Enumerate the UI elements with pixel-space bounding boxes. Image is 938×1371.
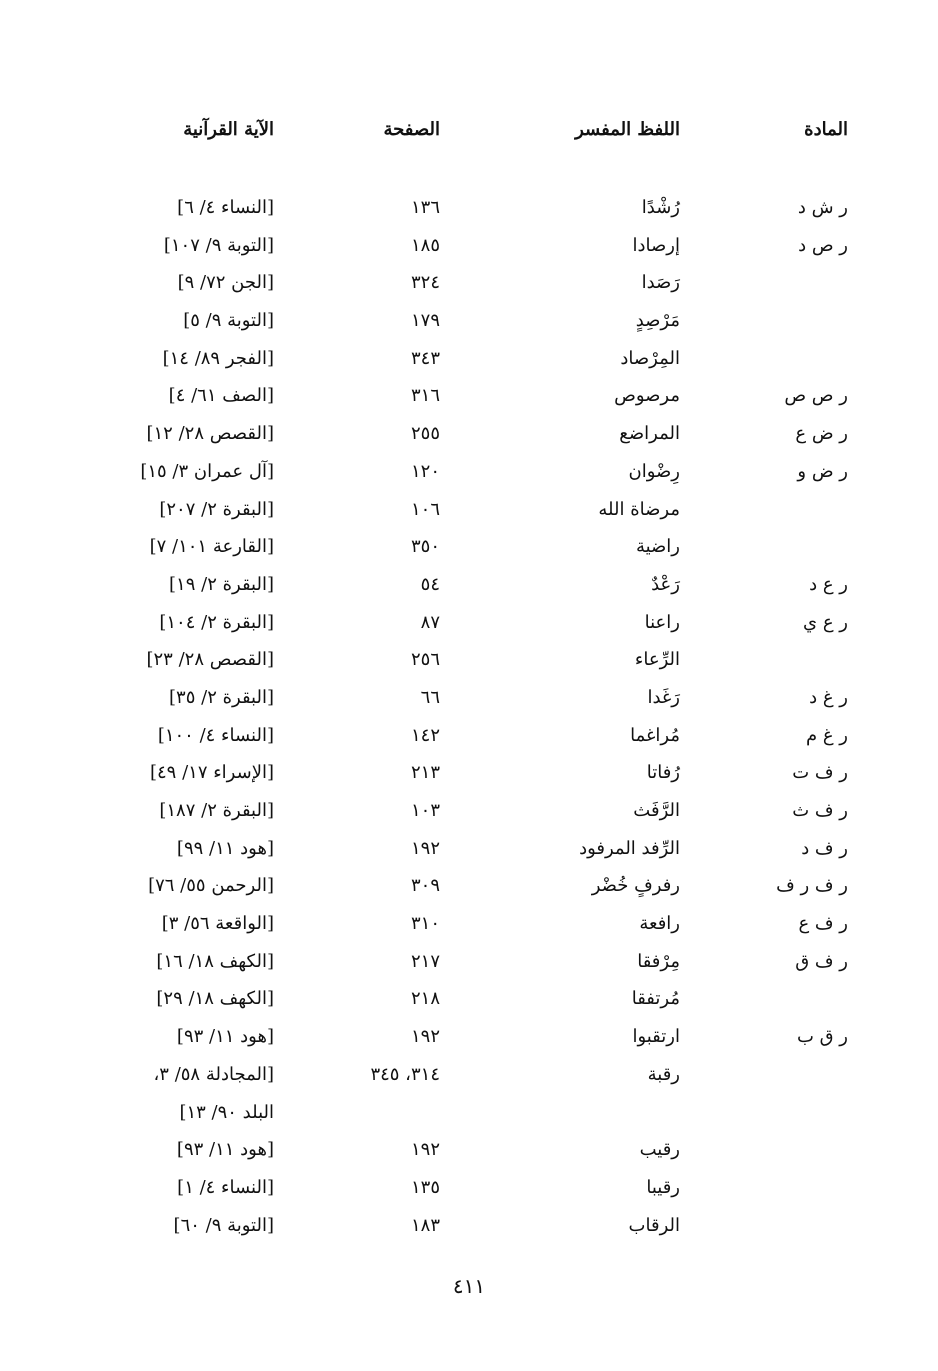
cell-page: ١٩٢ (410, 837, 440, 859)
table-row (0, 912, 938, 950)
cell-aya: [القصص ٢٨/ ٢٣] (146, 649, 274, 671)
table-row (0, 648, 938, 686)
cell-madda: ر ع د (809, 573, 848, 595)
table-row (0, 1214, 938, 1252)
cell-lafz: رقبة (647, 1063, 680, 1085)
cell-madda: ر غ م (805, 724, 848, 746)
cell-page: ٣١٤، ٣٤٥ (370, 1063, 440, 1085)
cell-aya: [التوبة ٩/ ٥] (183, 310, 274, 332)
cell-aya: [المجادلة ٥٨/ ٣، (153, 1063, 274, 1085)
cell-lafz: مرضاة الله (598, 498, 680, 520)
table-row (0, 309, 938, 347)
cell-lafz: راعنا (644, 611, 680, 633)
cell-aya: [الكهف ١٨/ ١٦] (156, 950, 274, 972)
cell-aya: [التوبة ٩/ ١٠٧] (163, 234, 274, 256)
cell-lafz: الرَّفَث (633, 800, 680, 821)
cell-lafz: مِرْفقا (637, 950, 680, 972)
cell-lafz: المِرْصاد (620, 347, 680, 369)
cell-aya: [البقرة ٢/ ١٩] (169, 573, 274, 595)
cell-lafz: رَغَدا (647, 686, 680, 708)
cell-page: ٣٢٤ (410, 272, 440, 294)
cell-aya: [الفجر ٨٩/ ١٤] (162, 347, 274, 369)
cell-lafz: الرِّفد المرفود (579, 837, 680, 859)
cell-lafz: رُفاتا (646, 762, 680, 784)
cell-lafz: إرصادا (632, 234, 680, 256)
cell-madda: ر ف ر ف (776, 875, 848, 897)
cell-aya: [هود ١١/ ٩٣] (176, 1026, 274, 1048)
cell-aya: [النساء ٤/ ٦] (177, 197, 274, 218)
cell-madda: ر ض و (797, 460, 848, 482)
cell-aya: [القصص ٢٨/ ١٢] (146, 423, 274, 445)
table-row (0, 724, 938, 762)
table-row (0, 761, 938, 799)
table-row (0, 498, 938, 536)
cell-madda: ر ض ع (795, 423, 848, 445)
cell-page: ٣١٦ (410, 385, 440, 407)
table-header (0, 118, 938, 150)
cell-madda: ر ف ع (798, 913, 848, 935)
cell-lafz: ارتقبوا (632, 1026, 680, 1048)
cell-aya: [الإسراء ١٧/ ٤٩] (149, 762, 274, 784)
cell-madda: ر ص د (798, 234, 848, 256)
cell-page: ٨٧ (420, 611, 440, 633)
cell-aya: [التوبة ٩/ ٦٠] (173, 1214, 274, 1236)
page-number: ٤١١ (452, 1274, 486, 1298)
table-row (0, 384, 938, 422)
cell-page: ٦٦ (420, 686, 440, 708)
cell-page: ٢٥٥ (410, 423, 440, 445)
cell-aya: [البقرة ٢/ ١٠٤] (159, 611, 274, 633)
table-row (0, 837, 938, 875)
cell-aya: [القارعة ١٠١/ ٧] (149, 536, 274, 558)
cell-page: ١٨٥ (410, 234, 440, 256)
table-row (0, 422, 938, 460)
cell-page: ١٩٢ (410, 1026, 440, 1048)
cell-madda: ر غ د (809, 686, 848, 708)
cell-page: ١٣٦ (410, 197, 440, 218)
cell-aya: [الجن ٧٢/ ٩] (177, 272, 274, 294)
cell-page: ١٨٣ (410, 1214, 440, 1236)
cell-lafz: الرِّعاء (634, 649, 680, 671)
table-row (0, 987, 938, 1025)
table-body (0, 196, 938, 1251)
table-row (0, 347, 938, 385)
table-row (0, 1138, 938, 1176)
table-row (0, 1176, 938, 1214)
cell-aya: [الواقعة ٥٦/ ٣] (161, 913, 274, 935)
cell-madda: ر ف ث (792, 800, 848, 821)
cell-page: ١٤٢ (410, 724, 440, 746)
cell-lafz: مُرتفقا (631, 988, 680, 1010)
cell-aya: [آل عمران ٣/ ١٥] (140, 460, 274, 482)
cell-page: ٥٤ (420, 573, 440, 595)
cell-aya: [البقرة ٢/ ٢٠٧] (159, 498, 274, 520)
cell-lafz: رُشْدًا (641, 197, 680, 218)
cell-madda: ر ف ق (795, 950, 848, 972)
cell-aya: [البقرة ٢/ ٣٥] (169, 686, 274, 708)
table-row (0, 234, 938, 272)
table-row (0, 1063, 938, 1101)
cell-page: ١٢٠ (410, 460, 440, 482)
cell-page: ٢١٨ (410, 988, 440, 1010)
cell-lafz: رَعْدٌ (651, 573, 680, 595)
cell-page: ٢١٧ (410, 950, 440, 972)
cell-page: ٣٠٩ (410, 875, 440, 897)
cell-aya: [الكهف ١٨/ ٢٩] (156, 988, 274, 1010)
cell-page: ٣٥٠ (410, 536, 440, 558)
table-row (0, 1101, 938, 1139)
cell-page: ٣١٠ (410, 913, 440, 935)
table-row (0, 686, 938, 724)
cell-aya: [البقرة ٢/ ١٨٧] (159, 800, 274, 821)
cell-aya: [النساء ٤/ ١] (177, 1176, 274, 1198)
cell-page: ٢١٣ (410, 762, 440, 784)
cell-madda: ر ف ت (792, 762, 848, 784)
cell-aya: البلد ٩٠/ ١٣] (179, 1101, 274, 1123)
table-row (0, 874, 938, 912)
cell-lafz: رقيب (639, 1139, 680, 1161)
table-row (0, 611, 938, 649)
cell-lafz: الرقاب (628, 1214, 680, 1236)
header-page: الصفحة (383, 119, 440, 140)
table-row (0, 196, 938, 234)
cell-madda: ر ف د (801, 837, 848, 859)
header-madda: المادة (804, 119, 848, 140)
cell-page: ١٠٦ (410, 498, 440, 520)
cell-lafz: مُراغما (630, 724, 680, 746)
cell-lafz: رِضْوان (628, 460, 680, 482)
cell-lafz: مرصوص (614, 385, 680, 407)
cell-madda: ر ع ي (803, 611, 848, 633)
cell-aya: [النساء ٤/ ١٠٠] (157, 724, 274, 746)
cell-lafz: مَرْصِدٍ (635, 310, 680, 332)
cell-aya: [هود ١١/ ٩٣] (176, 1139, 274, 1161)
cell-page: ١٣٥ (410, 1176, 440, 1198)
cell-page: ٢٥٦ (410, 649, 440, 671)
table-row (0, 799, 938, 837)
cell-lafz: رَصَدا (641, 272, 680, 294)
table-row (0, 950, 938, 988)
cell-aya: [الصف ٦١/ ٤] (168, 385, 274, 407)
cell-madda: ر ق ب (796, 1026, 848, 1048)
header-aya: الآية القرآنية (183, 119, 274, 140)
cell-aya: [هود ١١/ ٩٩] (176, 837, 274, 859)
table-row (0, 460, 938, 498)
cell-page: ١٠٣ (410, 800, 440, 821)
cell-madda: ر ص ص (784, 385, 848, 407)
cell-page: ١٧٩ (410, 310, 440, 332)
table-row (0, 1025, 938, 1063)
cell-madda: ر ش د (797, 197, 848, 218)
table-row (0, 573, 938, 611)
cell-lafz: المراضع (619, 423, 680, 445)
table-row (0, 535, 938, 573)
header-lafz: اللفظ المفسر (575, 119, 680, 140)
cell-aya: [الرحمن ٥٥/ ٧٦] (148, 875, 274, 897)
cell-page: ٣٤٣ (410, 347, 440, 369)
cell-lafz: راضية (635, 536, 680, 558)
table-row (0, 271, 938, 309)
cell-lafz: رافعة (639, 913, 680, 935)
cell-lafz: رفرفٍ خُضْر (591, 875, 680, 897)
cell-page: ١٩٢ (410, 1139, 440, 1161)
cell-lafz: رقيبا (646, 1176, 680, 1198)
